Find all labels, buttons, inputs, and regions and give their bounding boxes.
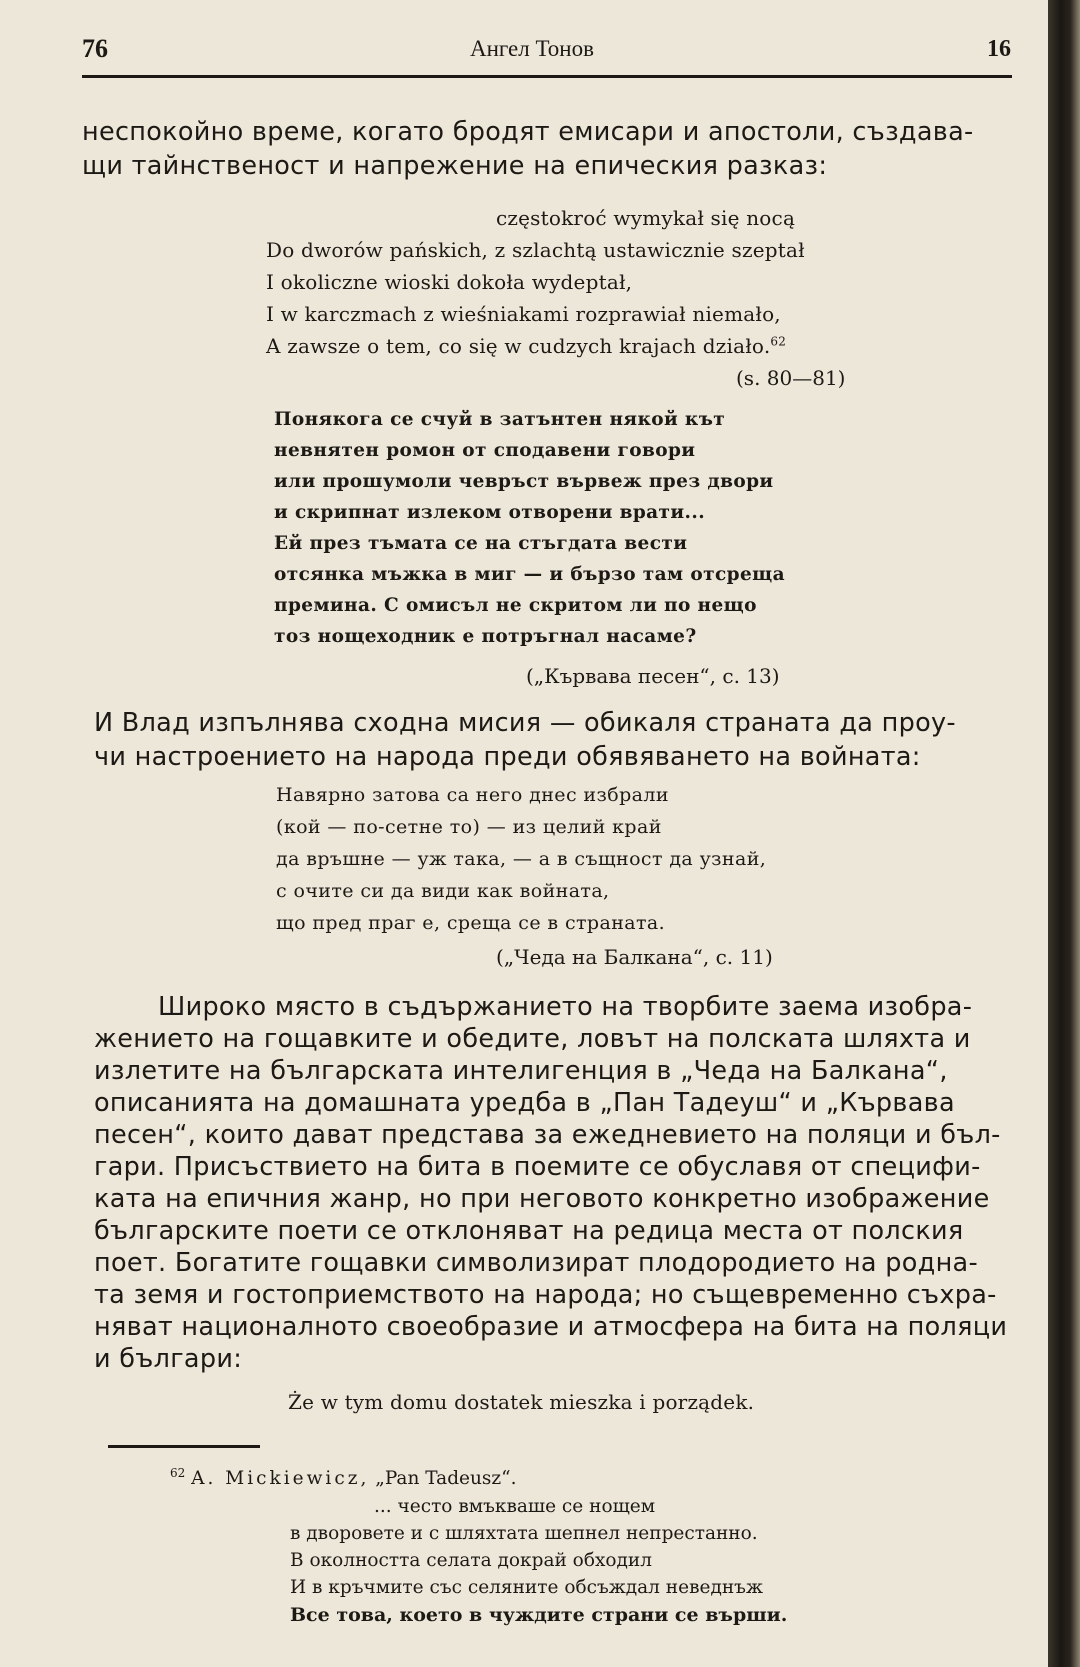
verse-line: с очите си да види как войната, <box>276 880 610 902</box>
citation: (s. 80—81) <box>736 366 846 390</box>
verse-line <box>266 334 786 358</box>
verse-line: да връшне — уж така, — а в същност да узнай, <box>276 848 767 870</box>
paragraph-line: и българи: <box>94 1344 243 1374</box>
paragraph-line: жението на гощавките и обедите, ловът на полската шляхта и <box>94 1024 971 1054</box>
paragraph-line: песен“, които дават представа за ежедневието на поляци и бъл- <box>94 1120 1001 1150</box>
paragraph-line: няват националното своеобразие и атмосфера на бита на поляци <box>94 1312 1008 1342</box>
paragraph-line: гари. Присъствието на бита в поемите се обуславя от специфи- <box>94 1152 981 1182</box>
header-rule <box>82 75 1012 78</box>
footnote-line: Все това, което в чуждите страни се върши. <box>290 1604 788 1626</box>
page-number: 76 <box>82 34 108 63</box>
verse-line: невнятен ромон от сподавени говори <box>274 440 696 461</box>
verse-line: отсянка мъжка в миг — и бързо там отсреща <box>274 564 785 585</box>
paragraph-line: ката на епичния жанр, но при неговото конкретно изображение <box>94 1184 990 1214</box>
footnote-rule <box>108 1445 260 1448</box>
verse-line: I okoliczne wioski dokoła wydeptał, <box>266 270 633 294</box>
paragraph-line: та земя и гостоприемството на народа; но същевременно съхра- <box>94 1280 997 1310</box>
verse-text: A zawsze o tem, co się w cudzych krajach działo. <box>266 334 771 358</box>
footnote-line: в дворовете и с шляхтата шепнел непрестанно. <box>290 1523 758 1544</box>
verse-line: częstokroć wymykał się nocą <box>496 206 796 230</box>
footnote-ref: 62 <box>770 334 787 349</box>
paragraph-line: щи тайнственост и напрежение на епическия разказ: <box>82 151 828 181</box>
book-spine-edge <box>1048 0 1080 1667</box>
verse-line: I w karczmach z wieśniakami rozprawiał niemało, <box>266 302 781 326</box>
paragraph-line: И Влад изпълнява сходна мисия — обикаля страната да проу- <box>94 708 956 738</box>
verse-line: тоз нощеходник е потръгнал насаме? <box>274 626 697 647</box>
paragraph-line: неспокойно време, когато бродят емисари и апостоли, създава- <box>82 117 974 147</box>
paragraph-line: българските поети се отклоняват на редица места от полския <box>94 1216 964 1246</box>
footnote-author: A. Mickiewicz, <box>191 1468 370 1490</box>
verse-line: или прошумоли чевръст вървеж през двори <box>274 471 774 492</box>
footnote-work: „Pan Tadeusz“. <box>375 1468 517 1490</box>
footnote-line: В околността селата докрай обходил <box>290 1550 653 1571</box>
verse-line: Навярно затова са него днес избрали <box>276 784 669 806</box>
verse-line: премина. С омисъл не скритом ли по нещо <box>274 595 757 616</box>
signature-mark: 16 <box>987 36 1011 62</box>
running-title: Ангел Тонов <box>470 36 594 61</box>
paragraph-line: излетите на българската интелигенция в „Чеда на Балкана“, <box>94 1056 948 1086</box>
verse-line: що пред праг е, среща се в страната. <box>276 912 666 934</box>
footnote-line: ... често вмъкваше се нощем <box>374 1496 656 1517</box>
paragraph-line: поет. Богатите гощавки символизират плодородието на родна- <box>94 1248 978 1278</box>
footnote-number: 62 <box>170 1466 186 1480</box>
paragraph-line: описанията на домашната уредба в „Пан Тадеуш“ и „Кървава <box>94 1088 955 1118</box>
verse-line: Do dworów pańskich, z szlachtą ustawicznie szeptał <box>266 238 805 262</box>
paragraph-line: чи настроението на народа преди обявяването на войната: <box>94 742 921 772</box>
verse-line: (кой — по-сетне то) — из целий край <box>276 816 662 838</box>
citation: („Чеда на Балкана“, с. 11) <box>496 945 773 969</box>
verse-line: Że w tym domu dostatek mieszka i porządek. <box>288 1390 755 1414</box>
footnote-heading <box>170 1466 516 1489</box>
footnote-line: И в кръчмите със селяните обсъждал неведнъж <box>290 1577 763 1598</box>
verse-line: и скрипнат излеком отворени врати... <box>274 502 706 523</box>
verse-line: Ей през тъмата се на стъгдата вести <box>274 533 688 554</box>
paragraph-line: Широко място в съдържанието на творбите заема изобра- <box>158 992 973 1022</box>
citation: („Кървава песен“, с. 13) <box>526 664 780 688</box>
verse-line: Понякога се счуй в затънтен някой кът <box>274 409 726 430</box>
